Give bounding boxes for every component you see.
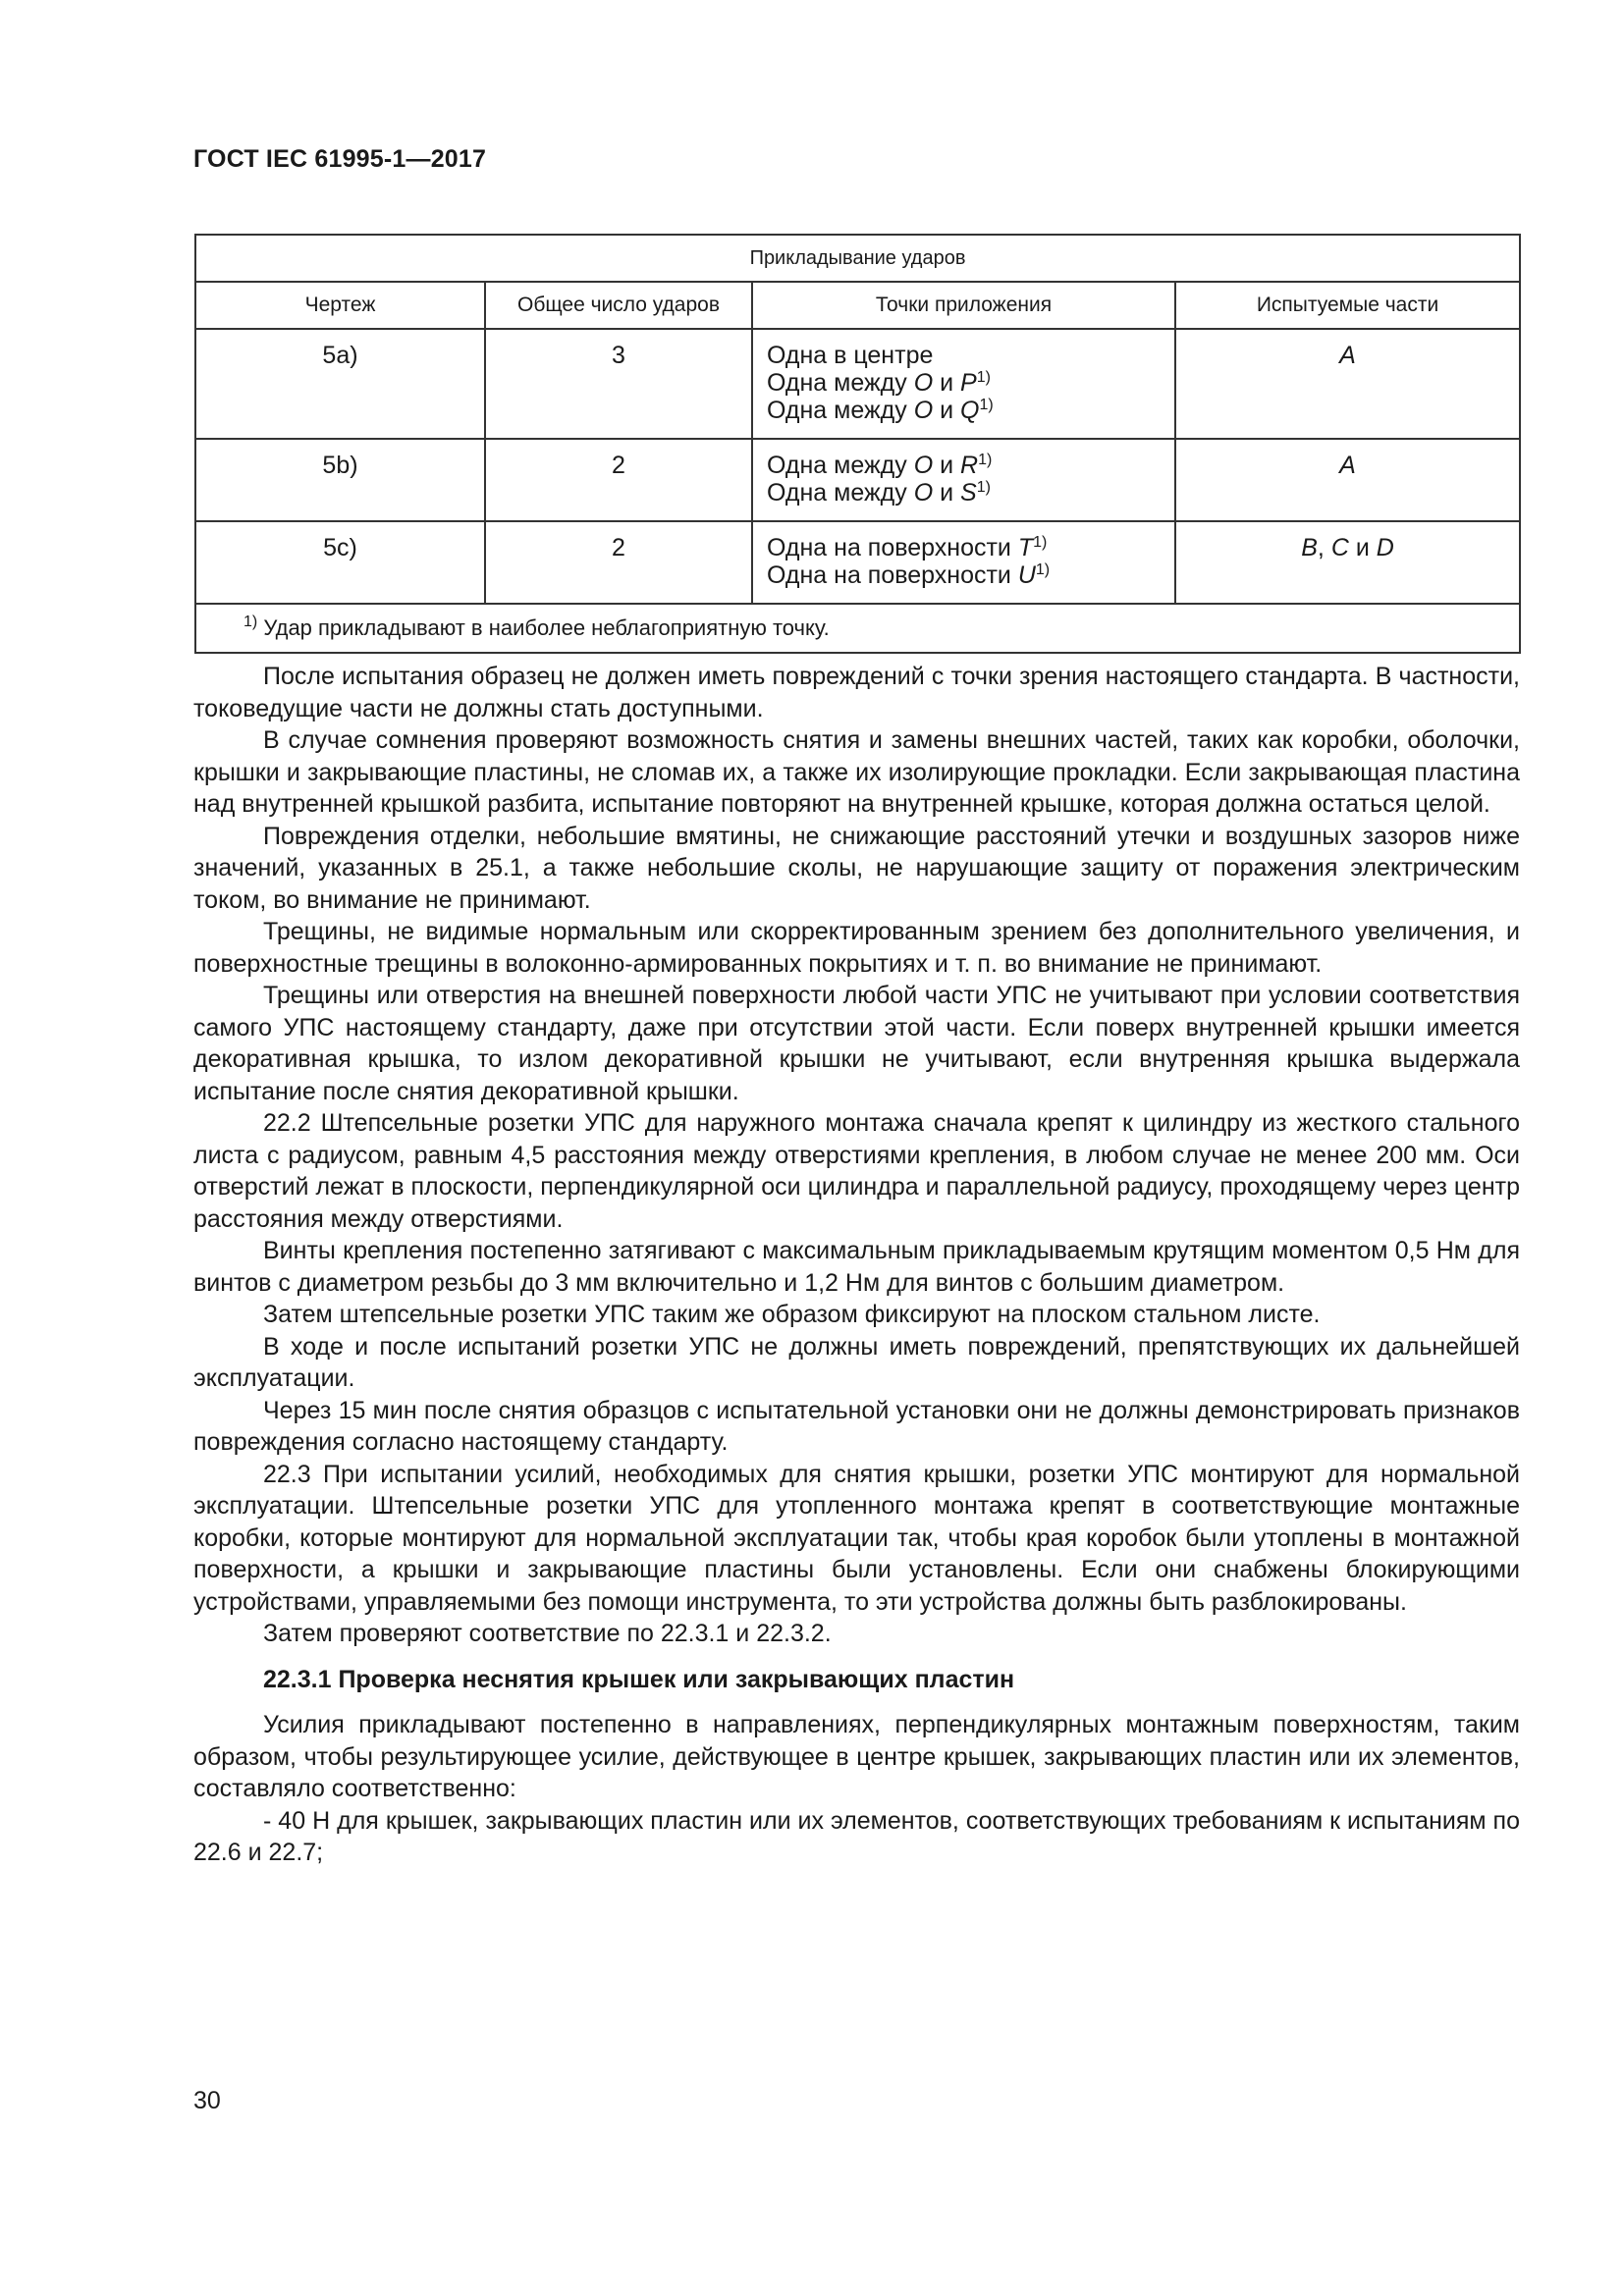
paragraph: После испытания образец не должен иметь повреждений с точки зрения настоящего стандарта. В частности, токоведущие части не должны стать доступными.	[193, 663, 1520, 722]
point-line: Одна на поверхности $T^{1)}$	[767, 534, 1048, 561]
body-text	[193, 661, 1520, 1869]
paragraph: Трещины, не видимые нормальным или скорректированным зрением без дополнительного увеличения, и поверхностные трещины в волоконно-армированных покрытиях и т. п. во внимание не принимают.	[193, 918, 1520, 978]
point-line: Одна в центре	[767, 342, 934, 369]
count-cell: 2	[485, 521, 752, 604]
paragraph: Повреждения отделки, небольшие вмятины, не снижающие расстояний утечки и воздушных зазоров ниже значений, указанных в 25.1, а также небольшие сколы, не нарушающие защиту от поражения электрическим током, во внимание не принимают.	[193, 822, 1520, 914]
column-header-tested-parts: Испытуемые части	[1175, 282, 1520, 329]
paragraph: Винты крепления постепенно затягивают с максимальным прикладываемым крутящим моментом 0,5 Нм для винтов с диаметром резьбы до 3 мм включительно и 1,2 Нм для винтов с большим диаметром.	[193, 1237, 1520, 1297]
parts-cell: B, C и D	[1175, 521, 1520, 604]
point-line: Одна на поверхности $U^{1)}$	[767, 561, 1051, 589]
section-heading: 22.3.1 Проверка неснятия крышек или закрывающих пластин	[263, 1665, 1015, 1693]
table-caption-row	[195, 235, 1520, 282]
count-cell: 3	[485, 329, 752, 439]
paragraph: В ходе и после испытаний розетки УПС не должны иметь повреждений, препятствующих их дальнейшей эксплуатации.	[193, 1332, 1520, 1392]
count-cell: 2	[485, 439, 752, 521]
column-header-drawing: Чертеж	[195, 282, 485, 329]
paragraph: 22.2 Штепсельные розетки УПС для наружного монтажа сначала крепят к цилиндру из жесткого стального листа с радиусом, равным 4,5 расстояния между отверстиями крепления, в любом случае не менее 200 мм. Оси отверстий лежат в плоскости, перпендикулярной оси цилиндра и параллельной радиусу, проходящему через центр расстояния между отверстиями.	[193, 1109, 1520, 1233]
parts-cell: A	[1175, 439, 1520, 521]
table-caption: Прикладывание ударов	[195, 235, 1520, 282]
paragraph: Затем штепсельные розетки УПС таким же образом фиксируют на плоском стальном листе.	[263, 1301, 1321, 1328]
table-footnote: $^{1)}$ Удар прикладывают в наиболее неблагоприятную точку.	[195, 604, 1520, 653]
table-row	[195, 329, 1520, 439]
table-row	[195, 439, 1520, 521]
list-item: - 40 Н для крышек, закрывающих пластин или их элементов, соответствующих требованиям к испытаниям по 22.6 и 22.7;	[193, 1806, 1520, 1866]
drawing-cell: 5a)	[195, 329, 485, 439]
paragraph: 22.3 При испытании усилий, необходимых для снятия крышки, розетки УПС монтируют для нормальной эксплуатации. Штепсельные розетки УПС для утопленного монтажа крепят в соответствующие монтажные коробки, которые монтируют для нормальной эксплуатации так, чтобы края коробок были утоплены в монтажной поверхности, а крышки и закрывающие пластины были установлены. Если они снабжены блокирующими устройствами, управляемыми без помощи инструмента, то эти устройства должны быть разблокированы.	[193, 1460, 1520, 1616]
points-cell	[752, 439, 1175, 521]
paragraph: Затем проверяют соответствие по 22.3.1 и 22.3.2.	[263, 1620, 832, 1647]
paragraph: Через 15 мин после снятия образцов с испытательной установки они не должны демонстрировать признаков повреждения согласно настоящему стандарту.	[193, 1396, 1520, 1456]
drawing-cell: 5c)	[195, 521, 485, 604]
points-cell	[752, 329, 1175, 439]
paragraph: В случае сомнения проверяют возможность снятия и замены внешних частей, таких как коробки, оболочки, крышки и закрывающие пластины, не сломав их, а также их изолирующие прокладки. Если закрывающая пластина над внутренней крышкой разбита, испытание повторяют на внутренней крышке, которая должна остаться целой.	[193, 726, 1520, 818]
point-line: Одна между O и $Q^{1)}$	[767, 397, 994, 424]
column-header-impact-count: Общее число ударов	[485, 282, 752, 329]
parts-cell: A	[1175, 329, 1520, 439]
drawing-cell: 5b)	[195, 439, 485, 521]
paragraph: Усилия прикладывают постепенно в направлениях, перпендикулярных монтажным поверхностям, таким образом, чтобы результирующее усилие, действующее в центре крышек, закрывающих пластин или их элементов, составляло соответственно:	[193, 1711, 1520, 1802]
table-row	[195, 521, 1520, 604]
paragraph: Трещины или отверстия на внешней поверхности любой части УПС не учитывают при условии соответствия самого УПС настоящему стандарту, даже при отсутствии этой части. Если поверх внутренней крышки имеется декоративная крышка, то излом декоративной крышки не учитывают, если внутренняя крышка выдержала испытание после снятия декоративной крышки.	[193, 982, 1520, 1105]
column-header-application-points: Точки приложения	[752, 282, 1175, 329]
point-line: Одна между O и $S^{1)}$	[767, 479, 991, 507]
table-header-row	[195, 282, 1520, 329]
point-line: Одна между O и $P^{1)}$	[767, 369, 991, 397]
point-line: Одна между O и $R^{1)}$	[767, 452, 993, 479]
points-cell	[752, 521, 1175, 604]
table-footnote-row	[195, 604, 1520, 653]
impact-table	[194, 234, 1521, 654]
page-number: 30	[193, 2087, 221, 2114]
document-code: ГОСТ IEC 61995-1—2017	[193, 145, 487, 173]
